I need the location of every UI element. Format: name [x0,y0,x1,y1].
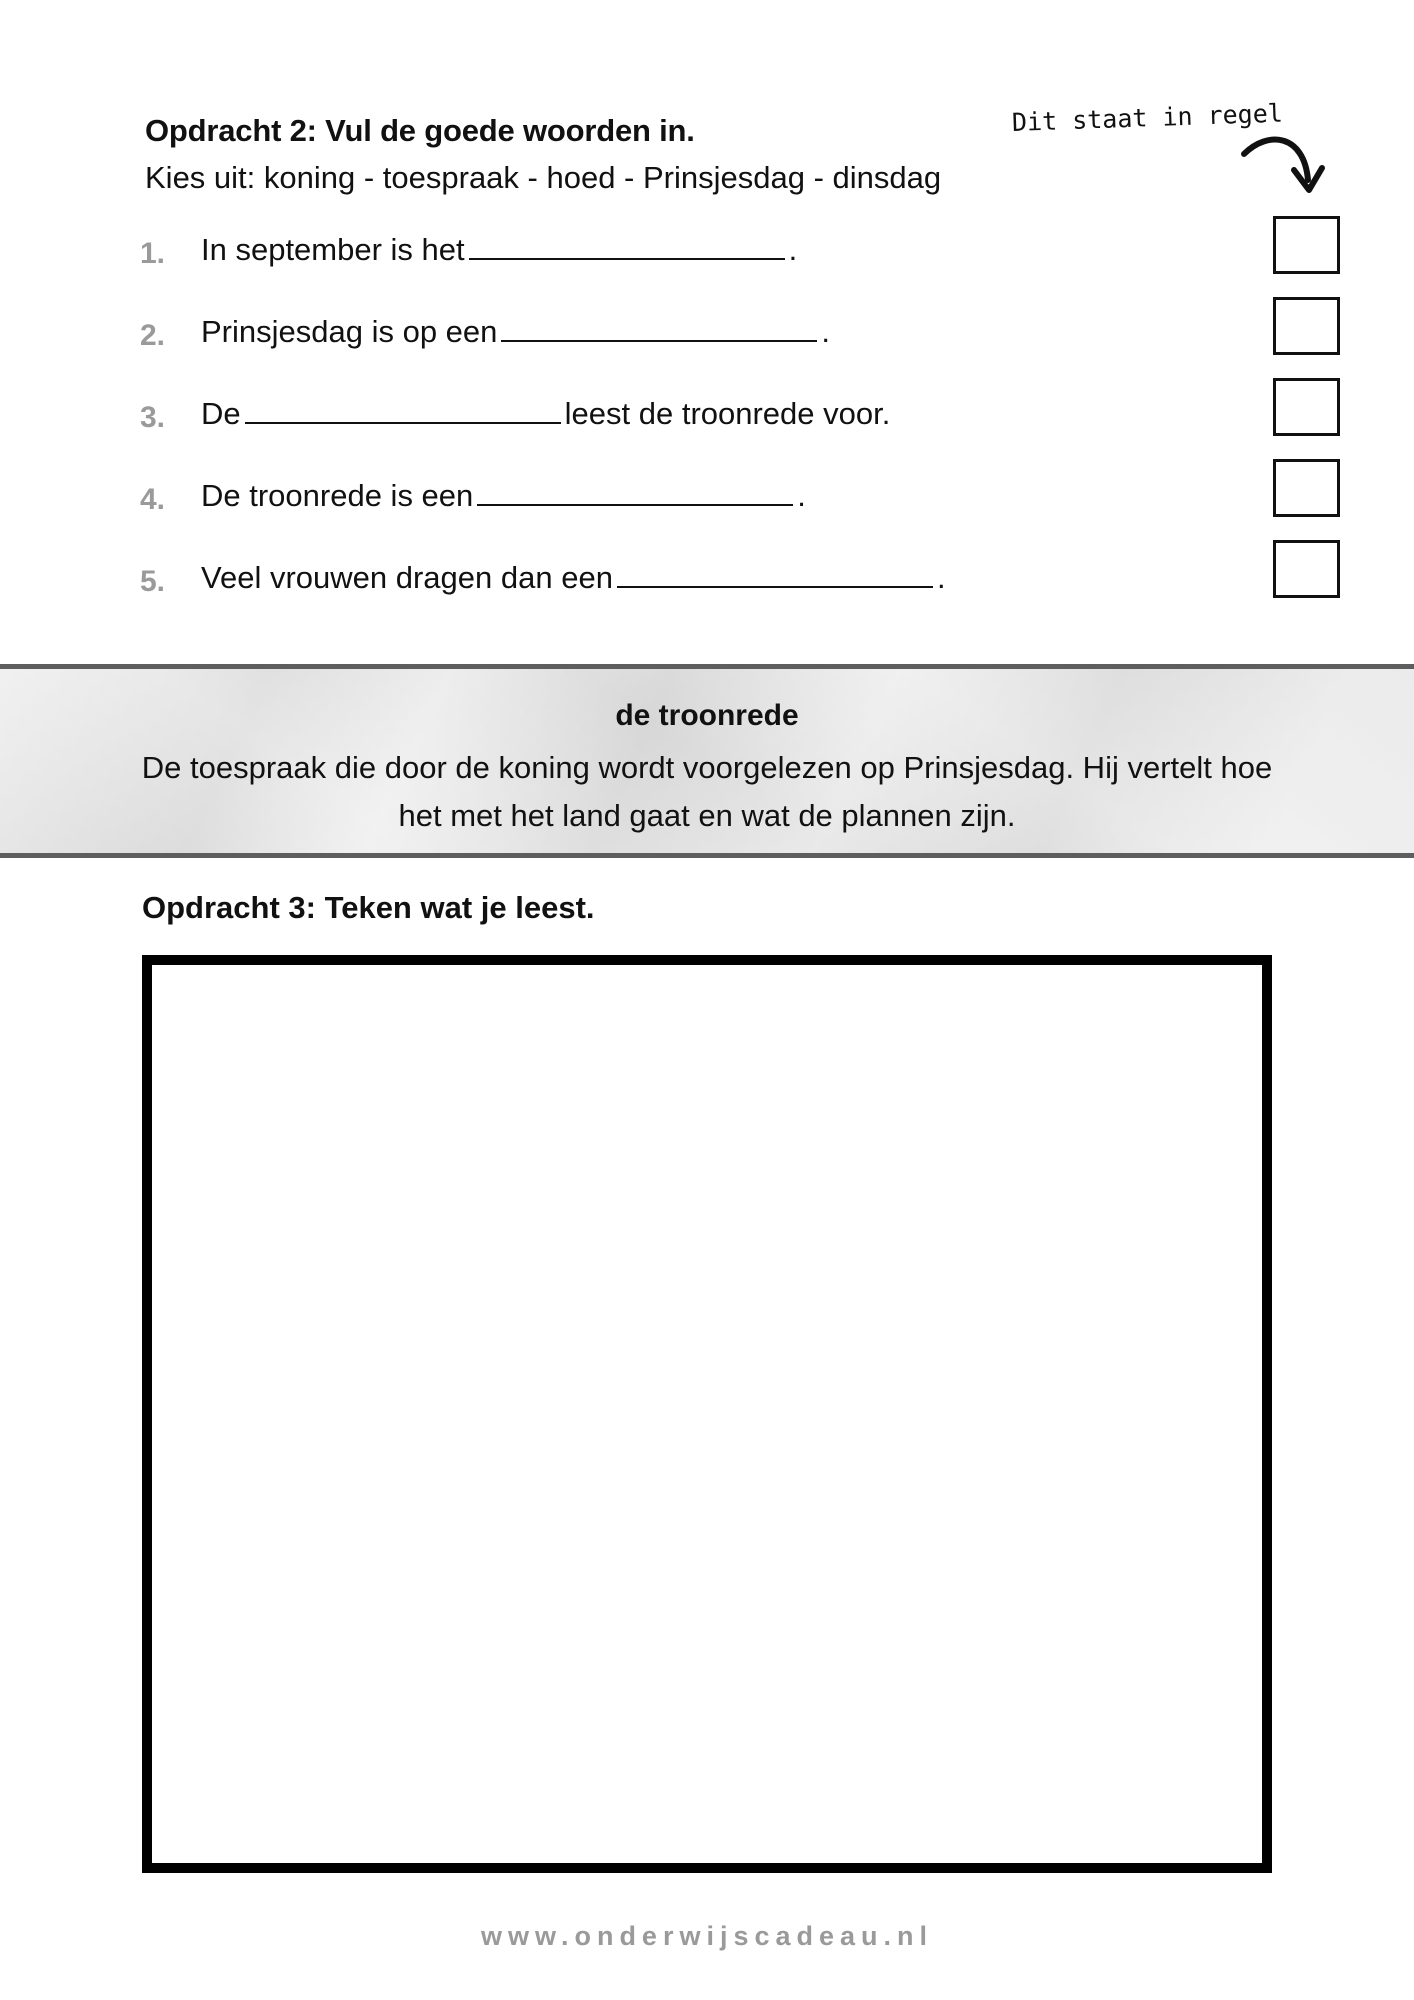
curved-arrow-icon [1238,128,1328,200]
exercise-2-title: Opdracht 2: Vul de goede woorden in. [145,113,695,148]
drawing-area[interactable] [142,955,1272,1873]
definition-text: De toespraak die door de koning wordt voorgelezen op Prinsjesdag. Hij vertelt hoe het met het land gaat en wat de plannen zijn. [141,750,1273,833]
answer-blank[interactable] [501,340,817,342]
line-number-box-1[interactable] [1273,216,1340,274]
question-number: 3. [140,401,166,434]
word-choices: Kies uit: koning - toespraak - hoed - Prinsjesdag - dinsdag [145,160,942,195]
definition-term: de troonrede [615,699,799,732]
question-number: 4. [140,483,166,516]
exercise-3-title: Opdracht 3: Teken wat je leest. [142,890,595,925]
question-row-1 [140,227,1140,277]
line-hint-label: Dit staat in regel [1011,98,1284,137]
question-row-5 [140,555,1140,605]
question-number: 2. [140,319,166,352]
question-text-after: . [936,560,946,595]
footer-url: www.onderwijscadeau.nl [480,1921,934,1951]
line-number-box-4[interactable] [1273,459,1340,517]
question-number: 1. [140,237,166,270]
question-number: 5. [140,565,166,598]
line-number-box-5[interactable] [1273,540,1340,598]
question-text [201,478,806,514]
question-row-2 [140,309,1140,359]
question-text-before: De troonrede is een [201,478,474,513]
question-text [201,396,890,432]
question-row-4 [140,473,1140,523]
answer-blank[interactable] [469,258,785,260]
question-text-after: . [821,314,831,349]
question-text-after: leest de troonrede voor. [564,396,891,431]
question-text-before: Prinsjesdag is op een [201,314,498,349]
question-row-3 [140,391,1140,441]
question-text-before: De [201,396,241,431]
question-text [201,314,830,350]
question-text [201,232,797,268]
question-text [201,560,946,596]
line-number-box-2[interactable] [1273,297,1340,355]
question-text-before: Veel vrouwen dragen dan een [201,560,613,595]
question-text-after: . [797,478,806,513]
line-number-box-3[interactable] [1273,378,1340,436]
answer-blank[interactable] [617,586,933,588]
answer-blank[interactable] [245,422,561,424]
definition-band [0,664,1414,858]
answer-blank[interactable] [477,504,793,506]
question-text-after: . [788,232,798,267]
question-text-before: In september is het [201,232,465,267]
